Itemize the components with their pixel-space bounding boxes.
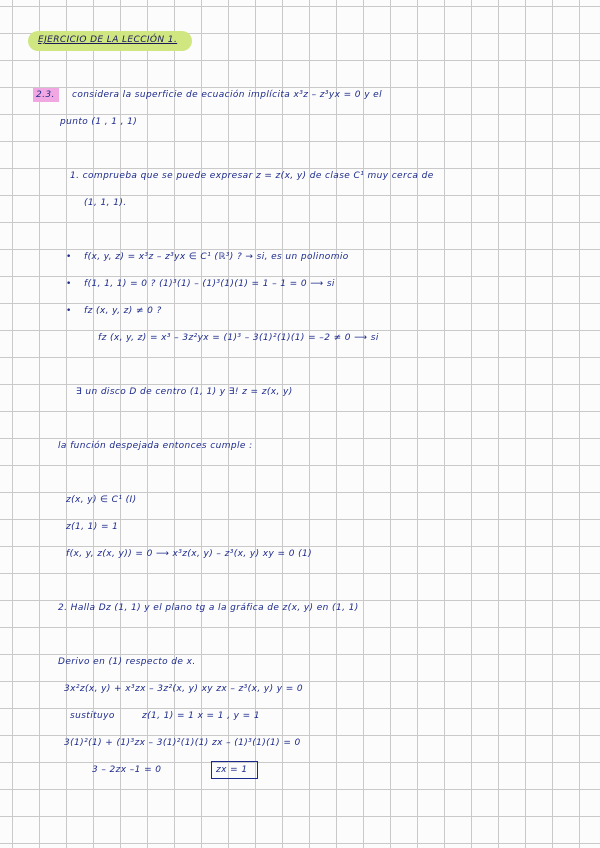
disc-existence: ∃ un disco D de centro (1, 1) y ∃! z = z(x, y): [76, 387, 293, 397]
evaluated-equation: 3(1)²(1) + (1)³zx – 3(1)²(1)(1) zx – (1)³(1)(1) = 0: [64, 738, 301, 748]
part1-heading-line-2: (1, 1, 1).: [84, 198, 127, 208]
function-intro: la función despejada entonces cumple :: [58, 441, 253, 451]
exercise-statement-line-2: punto (1 , 1 , 1): [60, 117, 138, 127]
exercise-statement-line-1: considera la superficie de ecuación implícita x³z – z³yx = 0 y el: [72, 90, 383, 100]
bullet-3: fz (x, y, z) ≠ 0 ?: [84, 306, 162, 316]
derived-equation: 3x²z(x, y) + x³zx – 3z²(x, y) xy zx – z³(x, y) y = 0: [64, 684, 304, 694]
derive-intro: Derivo en (1) respecto de x.: [58, 657, 196, 667]
result-value: zx = 1: [216, 765, 248, 775]
part2-heading: 2. Halla Dz (1, 1) y el plano tg a la gráfica de z(x, y) en (1, 1): [58, 603, 359, 613]
property-3: f(x, y, z(x, y)) = 0 ⟶ x³z(x, y) – z³(x, y) xy = 0 (1): [66, 549, 313, 559]
bullet-1: f(x, y, z) = x³z – z³yx ∈ C¹ (ℝ³) ? → si, es un polinomio: [84, 252, 349, 262]
property-2: z(1, 1) = 1: [66, 522, 119, 532]
final-equation: 3 – 2zx –1 = 0: [92, 765, 162, 775]
property-1: z(x, y) ∈ C¹ (I): [66, 495, 137, 505]
substitute-label: sustituyo: [70, 711, 115, 721]
bullet-2: f(1, 1, 1) = 0 ? (1)³(1) – (1)³(1)(1) = 1 – 1 = 0 ⟶ si: [84, 279, 335, 289]
bullet-dot: •: [66, 279, 72, 289]
exercise-number: 2.3.: [36, 90, 55, 100]
part1-heading-line-1: 1. comprueba que se puede expresar z = z(x, y) de clase C¹ muy cerca de: [70, 171, 434, 181]
derivative-evaluation: fz (x, y, z) = x³ – 3z²yx = (1)³ – 3(1)²(1)(1) = –2 ≠ 0 ⟶ si: [98, 333, 379, 343]
page-title: EJERCICIO DE LA LECCIÓN 1.: [38, 35, 178, 45]
bullet-dot: •: [66, 306, 72, 316]
substitute-values: z(1, 1) = 1 x = 1 , y = 1: [142, 711, 260, 721]
bullet-dot: •: [66, 252, 72, 262]
